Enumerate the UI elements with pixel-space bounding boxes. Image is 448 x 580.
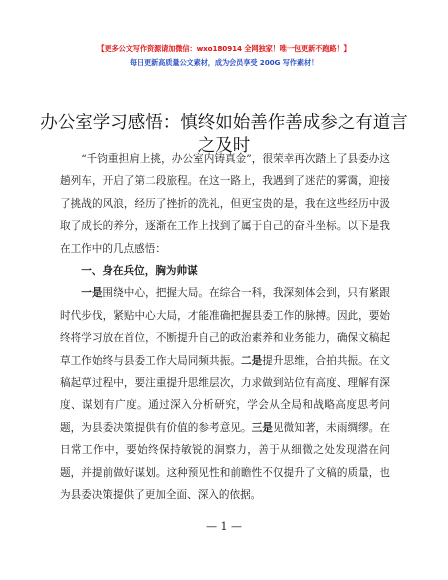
page-number: — 1 —	[206, 520, 242, 533]
point-label-2: 二是	[241, 354, 263, 367]
section-heading: 一、身在兵位，胸为帅谋	[81, 265, 198, 278]
promo-banner-line1: 【更多公文写作资源请加微信：wxo180914 全网独家！唯一包更新不跑路！】	[97, 44, 351, 53]
point-label-1: 一是	[81, 287, 103, 300]
document-body	[60, 148, 390, 507]
body-paragraph	[60, 282, 390, 506]
promo-banner-line2: 每日更新高质量公文素材，成为会员享受 200G 写作素材！	[129, 58, 319, 67]
document-title: 办公室学习感悟：慎终如始善作善成参之有道言之及时	[40, 112, 408, 156]
point-label-3: 三是	[251, 421, 273, 434]
point-text-2: 提升思维，合拍共振。在文稿起草过程中，要注重提升思维层次，力求做到站位有高度、理解有深度、谋划有广度。通过深入分析研究，学会从全局和战略高度思考问题，为县委决策提供有价值的参考意见。	[60, 354, 391, 434]
point-text-3: 见微知著，未雨绸缪。在日常工作中，要始终保持敏锐的洞察力，善于从细微之处发现潜在问题，并提前做好谋划。这种预见性和前瞻性不仅提升了文稿的质量，也为县委决策提供了更加全面、深入的依据。	[60, 421, 391, 502]
intro-paragraph: “千钧重担肩上挑，办公室内铸真金”，很荣幸再次踏上了县委办这趟列车，开启了第二段旅程。在这一路上，我遇到了迷茫的雾霭，迎接了挑战的风浪，经历了挫折的洗礼，但更宝贵的是，我在这些经历中汲取了成长的养分，逐渐在工作上找到了属于自己的奋斗坐标。以下是我在工作中的几点感悟：	[60, 153, 390, 255]
point-text-1: 围绕中心，把握大局。在综合一科，我深刻体会到，只有紧跟时代步伐，紧贴中心大局，才能准确把握县委工作的脉搏。因此，要始终将学习放在首位，不断提升自己的政治素养和业务能力，确保文稿起草工作始终与县委工作大局同频共振。	[60, 287, 391, 367]
